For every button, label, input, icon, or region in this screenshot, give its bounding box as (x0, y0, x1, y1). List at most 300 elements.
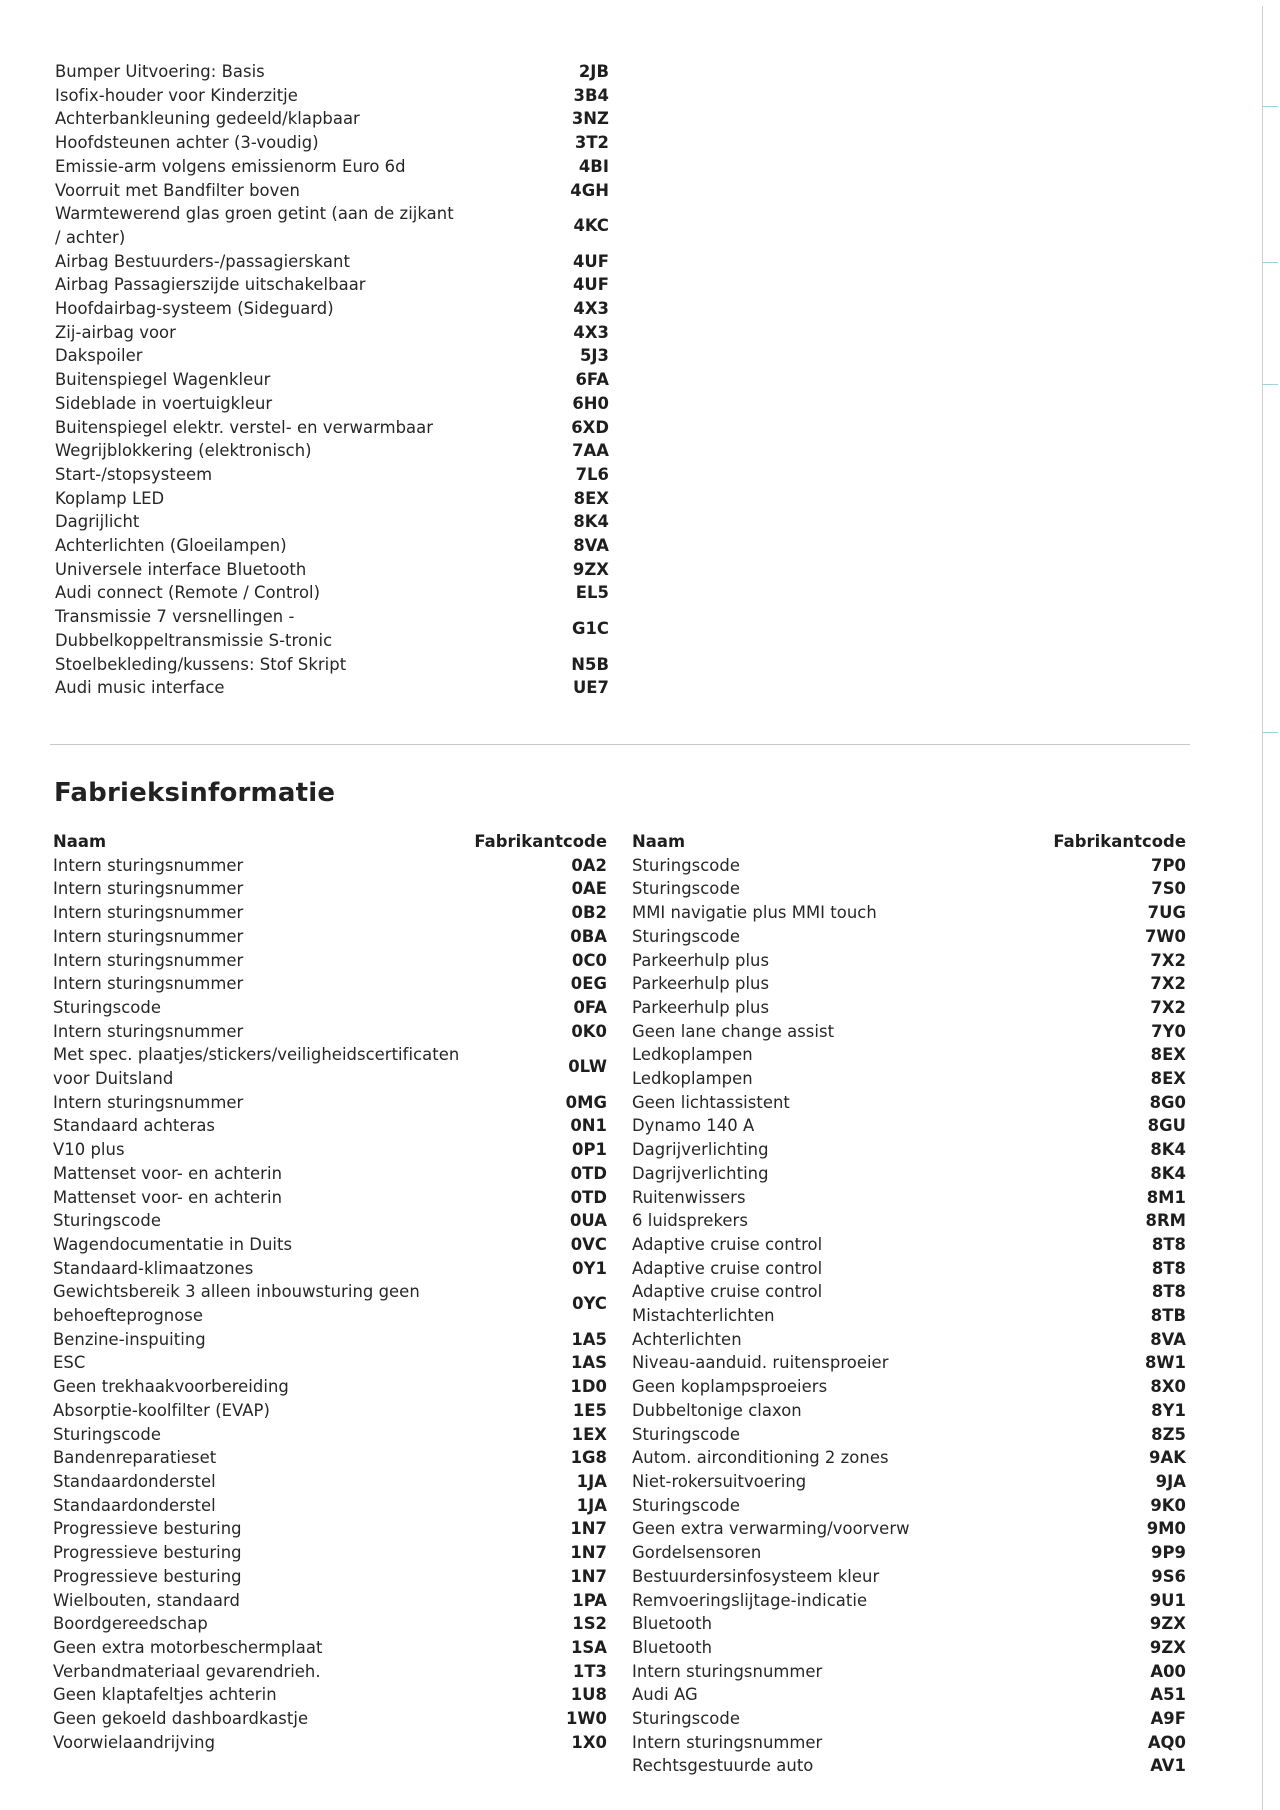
item-code: AV1 (1150, 1756, 1186, 1776)
item-name: Ledkoplampen (632, 1069, 753, 1089)
table-row (53, 1280, 607, 1327)
column-header-name: Naam (632, 832, 686, 851)
item-name: Koplamp LED (55, 488, 165, 508)
item-name: Start-/stopsysteem (55, 464, 213, 484)
item-name: Airbag Bestuurders-/passagierskant (55, 251, 350, 271)
item-code: 1N7 (570, 1519, 607, 1539)
item-code: 7P0 (1151, 855, 1186, 875)
item-name: Sturingscode (53, 997, 161, 1017)
item-code: 8RM (1145, 1211, 1186, 1231)
item-name: Adaptive cruise control (632, 1282, 823, 1302)
item-code: 3B4 (573, 85, 609, 105)
item-code: N5B (571, 654, 609, 674)
item-name: Ruitenwissers (632, 1187, 746, 1207)
equipment-row (55, 107, 609, 131)
item-name: Sturingscode (632, 855, 740, 875)
equipment-row (55, 416, 609, 440)
item-code: 4UF (572, 275, 609, 295)
table-row (53, 972, 607, 996)
item-name: Intern sturingsnummer (53, 903, 244, 923)
item-code: 8T8 (1151, 1234, 1186, 1254)
item-code: 0BA (570, 926, 607, 946)
table-row (632, 925, 1186, 949)
item-code: 7AA (572, 441, 609, 461)
equipment-row (55, 344, 609, 368)
item-name: Verbandmateriaal gevarendrieh. (53, 1661, 321, 1681)
equipment-row (55, 321, 609, 345)
item-name: Sturingscode (53, 1424, 161, 1444)
item-code: 0FA (573, 997, 607, 1017)
item-code: 8EX (1150, 1069, 1186, 1089)
table-row (53, 1565, 607, 1589)
table-row (632, 1186, 1186, 1210)
item-name: Intern sturingsnummer (53, 926, 244, 946)
equipment-row (55, 273, 609, 297)
table-row (632, 1328, 1186, 1352)
table-row (632, 1707, 1186, 1731)
item-code: 8VA (1150, 1329, 1186, 1349)
equipment-row (55, 487, 609, 511)
item-name: Absorptie-koolfilter (EVAP) (53, 1400, 270, 1420)
item-name: Intern sturingsnummer (632, 1732, 823, 1752)
item-name: Wegrijblokkering (elektronisch) (55, 441, 312, 461)
item-code: 7X2 (1150, 950, 1186, 970)
table-row (632, 1731, 1186, 1755)
table-row (632, 1138, 1186, 1162)
table-row (632, 1541, 1186, 1565)
table-row (632, 1280, 1186, 1304)
table-row (53, 1328, 607, 1352)
item-name: Bluetooth (632, 1614, 713, 1634)
table-row (632, 1304, 1186, 1328)
item-name: Bandenreparatieset (53, 1448, 217, 1468)
item-name: Bluetooth (632, 1637, 713, 1657)
item-name: Audi music interface (55, 678, 225, 698)
item-name: Intern sturingsnummer (53, 879, 244, 899)
item-name: Bumper Uitvoering: Basis (55, 62, 265, 81)
column-header-name: Naam (53, 832, 107, 851)
item-code: 0AE (571, 879, 607, 899)
table-row (632, 1043, 1186, 1067)
item-name: Sturingscode (632, 926, 740, 946)
item-code: 1D0 (570, 1377, 607, 1397)
item-code: 5J3 (579, 346, 609, 366)
item-name: Gewichtsbereik 3 alleen inbouwsturing geen behoefteprognose (53, 1282, 420, 1326)
item-code: 9S6 (1151, 1566, 1186, 1586)
item-code: 8M1 (1146, 1187, 1186, 1207)
item-name: Parkeerhulp plus (632, 997, 770, 1017)
item-code: 8W1 (1144, 1353, 1186, 1373)
item-name: Dakspoiler (55, 346, 143, 366)
equipment-row (55, 463, 609, 487)
item-code: 8Z5 (1151, 1424, 1186, 1444)
item-name: Geen koplampsproeiers (632, 1377, 828, 1397)
table-row (53, 1351, 607, 1375)
item-code: 4X3 (573, 299, 609, 319)
item-code: 8T8 (1151, 1282, 1186, 1302)
page-edge-line (1262, 6, 1263, 1810)
item-name: Standaardonderstel (53, 1471, 216, 1491)
table-row (632, 1162, 1186, 1186)
item-code: 8EX (573, 488, 609, 508)
item-code: 9K0 (1150, 1495, 1186, 1515)
equipment-row (55, 368, 609, 392)
item-code: 9ZX (572, 559, 609, 579)
item-name: Dubbeltonige claxon (632, 1400, 802, 1420)
item-name: Sturingscode (632, 1424, 740, 1444)
table-row (632, 1020, 1186, 1044)
item-code: UE7 (572, 678, 609, 698)
item-code: 0TD (570, 1163, 607, 1183)
item-name: Mistachterlichten (632, 1306, 775, 1326)
item-code: 0LW (568, 1057, 607, 1077)
table-row (632, 877, 1186, 901)
item-code: 1JA (576, 1495, 607, 1515)
table-row (53, 901, 607, 925)
item-code: 0C0 (572, 950, 607, 970)
item-code: 0YC (572, 1294, 607, 1314)
item-name: Standaard-klimaatzones (53, 1258, 254, 1278)
equipment-list (55, 60, 609, 700)
item-name: Achterlichten (Gloeilampen) (55, 536, 287, 556)
item-name: Isofix-houder voor Kinderzitje (55, 85, 298, 105)
item-code: 8T8 (1151, 1258, 1186, 1278)
item-code: 1S2 (572, 1614, 607, 1634)
table-row (632, 1067, 1186, 1091)
item-name: Geen klaptafeltjes achterin (53, 1685, 277, 1705)
item-code: 1JA (576, 1471, 607, 1491)
item-name: Progressieve besturing (53, 1543, 242, 1563)
item-name: Mattenset voor- en achterin (53, 1187, 283, 1207)
item-code: 1N7 (570, 1566, 607, 1586)
item-code: 0A2 (571, 855, 607, 875)
item-code: 9ZX (1149, 1614, 1186, 1634)
item-name: Bestuurdersinfosysteem kleur (632, 1566, 880, 1586)
table-row (53, 1541, 607, 1565)
item-code: 0B2 (571, 903, 607, 923)
table-row (632, 1589, 1186, 1613)
item-code: 8K4 (1150, 1163, 1186, 1183)
item-name: Zij-airbag voor (55, 322, 176, 342)
item-name: Audi connect (Remote / Control) (55, 583, 321, 603)
equipment-row (55, 653, 609, 677)
table-row (53, 1446, 607, 1470)
table-row (632, 1351, 1186, 1375)
item-code: 6XD (571, 417, 609, 437)
item-name: Boordgereedschap (53, 1614, 208, 1634)
table-row (53, 1138, 607, 1162)
item-name: Emissie-arm volgens emissienorm Euro 6d (55, 156, 406, 176)
item-code: 8GU (1147, 1116, 1186, 1136)
table-row (632, 854, 1186, 878)
item-name: Achterbankleuning gedeeld/klapbaar (55, 109, 360, 129)
equipment-row (55, 250, 609, 274)
item-name: Sideblade in voertuigkleur (55, 393, 273, 413)
equipment-row (55, 202, 609, 249)
item-code: 1T3 (572, 1661, 607, 1681)
section-divider (50, 744, 1190, 745)
table-row (53, 877, 607, 901)
table-header-row (632, 830, 1186, 854)
item-code: G1C (571, 619, 609, 639)
table-row (53, 1612, 607, 1636)
table-row (53, 1494, 607, 1518)
item-name: Geen extra motorbeschermplaat (53, 1637, 323, 1657)
table-row (53, 1114, 607, 1138)
item-code: 0N1 (570, 1116, 607, 1136)
table-row (632, 1091, 1186, 1115)
item-name: Geen gekoeld dashboardkastje (53, 1709, 309, 1729)
table-row (632, 1494, 1186, 1518)
item-code: 1A5 (571, 1329, 607, 1349)
table-row (632, 901, 1186, 925)
table-row (632, 949, 1186, 973)
item-code: 8EX (1150, 1045, 1186, 1065)
item-name: MMI navigatie plus MMI touch (632, 903, 877, 923)
table-row (53, 925, 607, 949)
equipment-row (55, 676, 609, 700)
item-code: 1E5 (572, 1400, 607, 1420)
item-name: Sturingscode (632, 879, 740, 899)
item-code: 8K4 (573, 512, 609, 532)
table-row (632, 1754, 1186, 1778)
item-name: Wagendocumentatie in Duits (53, 1234, 293, 1254)
table-row (632, 1517, 1186, 1541)
equipment-row (55, 605, 609, 652)
table-row (632, 1233, 1186, 1257)
item-code: A00 (1150, 1661, 1186, 1681)
item-name: Mattenset voor- en achterin (53, 1163, 283, 1183)
item-name: Intern sturingsnummer (53, 1092, 244, 1112)
item-name: Achterlichten (632, 1329, 742, 1349)
table-row (632, 1423, 1186, 1447)
item-name: Intern sturingsnummer (632, 1661, 823, 1681)
item-code: 0Y1 (572, 1258, 607, 1278)
item-code: 1W0 (565, 1709, 607, 1729)
item-code: 0VC (570, 1234, 607, 1254)
column-header-code: Fabrikantcode (1053, 832, 1186, 851)
item-code: 0TD (570, 1187, 607, 1207)
table-row (53, 1091, 607, 1115)
item-code: 7S0 (1151, 879, 1186, 899)
table-row (53, 1020, 607, 1044)
edge-tick-mark (1262, 262, 1278, 263)
table-row (53, 1375, 607, 1399)
item-name: Dagrijverlichting (632, 1140, 769, 1160)
table-row (632, 1209, 1186, 1233)
table-row (53, 1517, 607, 1541)
item-code: 0EG (570, 974, 607, 994)
item-code: 9M0 (1146, 1519, 1186, 1539)
column-header-code: Fabrikantcode (474, 832, 607, 851)
table-row (632, 1636, 1186, 1660)
item-code: A9F (1150, 1709, 1186, 1729)
item-code: 7UG (1147, 903, 1186, 923)
item-code: 4UF (572, 251, 609, 271)
item-code: 2JB (578, 62, 609, 81)
item-name: Dagrijverlichting (632, 1163, 769, 1183)
table-row (53, 1470, 607, 1494)
table-row (53, 1707, 607, 1731)
item-name: Niet-rokersuitvoering (632, 1471, 807, 1491)
equipment-row (55, 84, 609, 108)
item-code: 4GH (570, 180, 609, 200)
item-code: 6H0 (572, 393, 609, 413)
table-row (632, 996, 1186, 1020)
edge-tick-mark (1262, 732, 1278, 733)
item-code: 8X0 (1150, 1377, 1186, 1397)
table-row (632, 1114, 1186, 1138)
item-code: 7X2 (1150, 974, 1186, 994)
section-title-factory-info: Fabrieksinformatie (54, 778, 336, 808)
item-name: Airbag Passagierszijde uitschakelbaar (55, 275, 366, 295)
item-code: 9ZX (1149, 1637, 1186, 1657)
item-name: Dagrijlicht (55, 512, 140, 532)
item-code: A51 (1150, 1685, 1186, 1705)
item-name: Transmissie 7 versnellingen - Dubbelkoppeltransmissie S-tronic (55, 607, 333, 650)
table-row (632, 1470, 1186, 1494)
table-row (53, 1399, 607, 1423)
table-row (632, 1612, 1186, 1636)
equipment-row (55, 392, 609, 416)
equipment-row (55, 297, 609, 321)
table-row (53, 996, 607, 1020)
item-name: Universele interface Bluetooth (55, 559, 307, 579)
table-row (53, 1589, 607, 1613)
item-code: 4BI (578, 156, 609, 176)
item-name: Warmtewerend glas groen getint (aan de zijkant / achter) (55, 204, 454, 247)
item-code: 1EX (571, 1424, 607, 1444)
item-name: Parkeerhulp plus (632, 974, 770, 994)
item-name: Intern sturingsnummer (53, 855, 244, 875)
item-name: Hoofdsteunen achter (3-voudig) (55, 133, 319, 153)
equipment-row (55, 60, 609, 84)
item-code: 8G0 (1149, 1092, 1186, 1112)
item-name: Wielbouten, standaard (53, 1590, 240, 1610)
table-row (53, 1683, 607, 1707)
item-name: Niveau-aanduid. ruitensproeier (632, 1353, 889, 1373)
item-name: Geen extra verwarming/voorverw (632, 1519, 910, 1539)
table-row (632, 1446, 1186, 1470)
table-row (632, 1660, 1186, 1684)
item-code: 7W0 (1144, 926, 1186, 946)
item-name: Audi AG (632, 1685, 698, 1705)
item-code: 7X2 (1150, 997, 1186, 1017)
item-code: 4KC (573, 216, 609, 236)
item-code: 9JA (1155, 1471, 1186, 1491)
item-name: Geen lane change assist (632, 1021, 835, 1041)
item-name: ESC (53, 1353, 86, 1373)
item-name: Parkeerhulp plus (632, 950, 770, 970)
table-row (53, 1186, 607, 1210)
item-name: Buitenspiegel elektr. verstel- en verwarmbaar (55, 417, 434, 437)
item-name: Sturingscode (632, 1495, 740, 1515)
item-name: Progressieve besturing (53, 1566, 242, 1586)
item-name: Stoelbekleding/kussens: Stof Skript (55, 654, 347, 674)
item-name: Autom. airconditioning 2 zones (632, 1448, 889, 1468)
item-code: 1G8 (570, 1448, 607, 1468)
item-name: Met spec. plaatjes/stickers/veiligheidscertificaten voor Duitsland (53, 1045, 460, 1089)
item-name: Hoofdairbag-systeem (Sideguard) (55, 299, 334, 319)
item-code: 9P9 (1151, 1543, 1186, 1563)
table-row (53, 1209, 607, 1233)
item-name: Benzine-inspuiting (53, 1329, 206, 1349)
item-name: Adaptive cruise control (632, 1258, 823, 1278)
table-row (53, 949, 607, 973)
table-row (53, 1233, 607, 1257)
item-code: 1PA (572, 1590, 607, 1610)
item-code: 8Y1 (1151, 1400, 1186, 1420)
equipment-row (55, 558, 609, 582)
table-row (632, 1375, 1186, 1399)
table-row (53, 854, 607, 878)
factory-info-table-left (53, 830, 607, 1754)
item-name: Buitenspiegel Wagenkleur (55, 370, 271, 390)
item-code: 9AK (1149, 1448, 1186, 1468)
table-row (53, 1257, 607, 1281)
item-code: 8VA (573, 536, 609, 556)
item-name: Sturingscode (632, 1709, 740, 1729)
item-code: AQ0 (1147, 1732, 1186, 1752)
item-code: 8K4 (1150, 1140, 1186, 1160)
item-name: Ledkoplampen (632, 1045, 753, 1065)
item-name: Progressieve besturing (53, 1519, 242, 1539)
item-name: Voorwielaandrijving (53, 1732, 216, 1752)
edge-tick-mark (1262, 106, 1278, 107)
item-name: Standaardonderstel (53, 1495, 216, 1515)
equipment-row (55, 439, 609, 463)
item-code: 3NZ (571, 109, 609, 129)
item-code: 1N7 (570, 1543, 607, 1563)
table-row (632, 1565, 1186, 1589)
item-code: 8TB (1150, 1306, 1186, 1326)
table-row (53, 1636, 607, 1660)
edge-tick-mark (1262, 384, 1278, 385)
table-row (53, 1162, 607, 1186)
table-row (632, 1683, 1186, 1707)
item-code: 0MG (565, 1092, 607, 1112)
item-name: Remvoeringslijtage-indicatie (632, 1590, 868, 1610)
factory-info-table-right (632, 830, 1186, 1778)
item-code: 0P1 (572, 1140, 607, 1160)
item-name: Sturingscode (53, 1211, 161, 1231)
item-code: 3T2 (574, 133, 609, 153)
item-code: 9U1 (1149, 1590, 1186, 1610)
item-name: Standaard achteras (53, 1116, 215, 1136)
item-name: Intern sturingsnummer (53, 950, 244, 970)
item-code: 0UA (569, 1211, 607, 1231)
item-name: Gordelsensoren (632, 1543, 762, 1563)
item-name: Geen trekhaakvoorbereiding (53, 1377, 289, 1397)
table-row (53, 1731, 607, 1755)
table-row (53, 1423, 607, 1447)
equipment-row (55, 534, 609, 558)
table-row (632, 972, 1186, 996)
item-name: Intern sturingsnummer (53, 1021, 244, 1041)
item-name: Intern sturingsnummer (53, 974, 244, 994)
equipment-row (55, 510, 609, 534)
item-code: 6FA (575, 370, 609, 390)
item-name: 6 luidsprekers (632, 1211, 748, 1231)
equipment-row (55, 179, 609, 203)
table-header-row (53, 830, 607, 854)
item-code: 1X0 (571, 1732, 607, 1752)
item-name: Voorruit met Bandfilter boven (55, 180, 300, 200)
item-name: Adaptive cruise control (632, 1234, 823, 1254)
item-code: 1U8 (570, 1685, 607, 1705)
equipment-row (55, 131, 609, 155)
table-row (53, 1043, 607, 1090)
